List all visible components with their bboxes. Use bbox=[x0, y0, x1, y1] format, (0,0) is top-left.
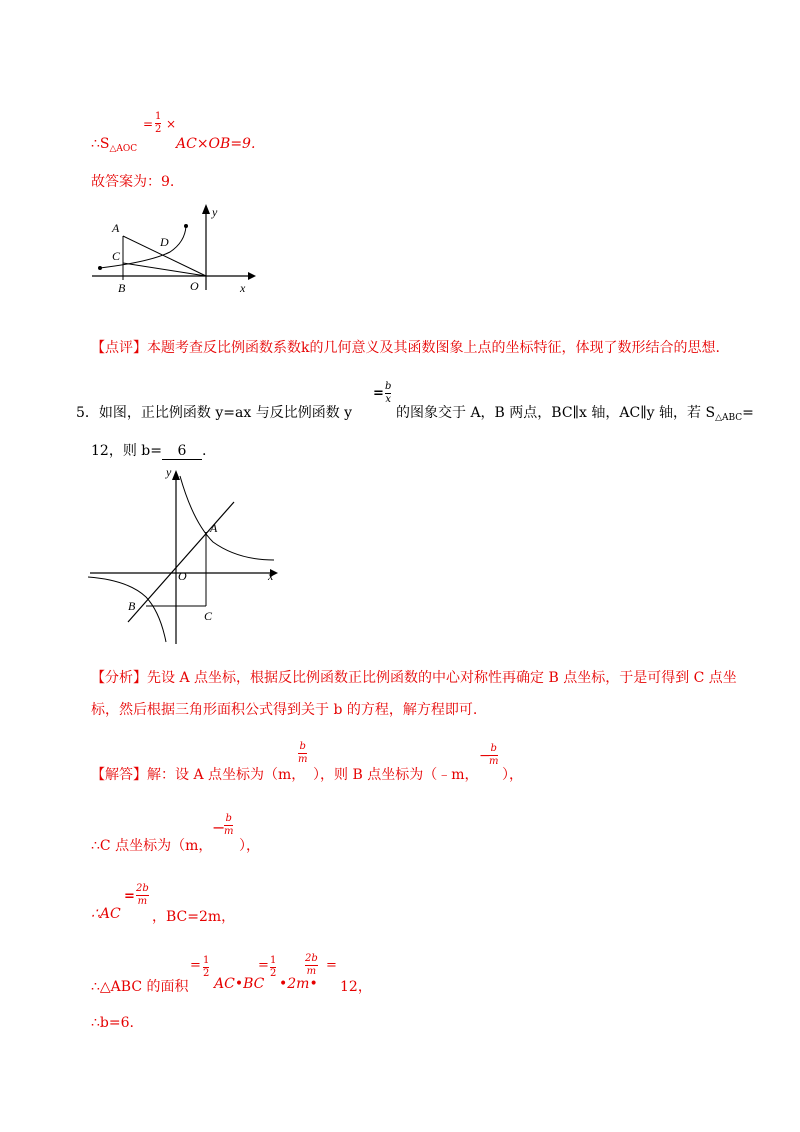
sol-frac1-den: m bbox=[298, 754, 308, 765]
label-y-2: y bbox=[166, 465, 172, 479]
answer-blank: 6 bbox=[162, 443, 202, 460]
endpoint-right bbox=[184, 224, 188, 228]
q5-text-b: 的图象交于 A，B 两点，BC∥x 轴，AC∥y 轴，若 S bbox=[396, 405, 716, 421]
sol-minus-1: − bbox=[479, 748, 491, 764]
label-b-2: B bbox=[128, 599, 136, 613]
sol-eq-4b: = bbox=[258, 958, 269, 973]
y-arrow-2 bbox=[172, 470, 180, 480]
y-arrow-1 bbox=[202, 204, 210, 214]
label-x-1: x bbox=[240, 281, 246, 295]
sol-frac2-den: m bbox=[489, 756, 499, 767]
q5-fraction-b-over-x bbox=[385, 382, 391, 405]
solution-ac-frac bbox=[136, 884, 149, 907]
hyperbola-branch-2 bbox=[88, 577, 166, 642]
sol-h1-num: 1 bbox=[203, 955, 210, 966]
label-o-2: O bbox=[178, 569, 187, 583]
line-y-ax bbox=[128, 502, 234, 622]
sol-frac5-num: 2b bbox=[305, 953, 318, 964]
label-y-1: y bbox=[212, 205, 218, 219]
label-b-1: B bbox=[118, 281, 126, 295]
sol-frac2-num: b bbox=[490, 743, 497, 754]
subscript-aoc: △AOC bbox=[109, 144, 138, 154]
sol-h2-den: 2 bbox=[270, 968, 277, 979]
solution-line-1c: ）， bbox=[502, 767, 523, 783]
ac-ob-product: AC×OB=9. bbox=[176, 136, 256, 152]
sol-eq-4a: = bbox=[190, 958, 201, 973]
sol-ac-bc: AC•BC bbox=[214, 976, 265, 992]
sol-frac1-num: b bbox=[299, 741, 306, 752]
therefore-s: ∴S bbox=[91, 136, 110, 152]
sol-frac3-den: m bbox=[224, 826, 234, 837]
equals-sign-1: = bbox=[143, 117, 154, 131]
q5-text-c: = bbox=[742, 405, 754, 421]
sol-h1-den: 2 bbox=[203, 968, 210, 979]
solution-frac-neg-b-over-m bbox=[489, 744, 498, 767]
half-den: 2 bbox=[155, 124, 162, 135]
sol-frac3-num: b bbox=[225, 813, 232, 824]
half-num: 1 bbox=[155, 111, 162, 122]
comment-1: 【点评】本题考查反比例函数系数k的几何意义及其函数图象上点的坐标特征，体现了数形结合的思想. bbox=[91, 340, 720, 356]
question-5-line-1a: 5．如图，正比例函数 y=ax 与反比例函数 y bbox=[76, 405, 353, 421]
solution-line-2a: ∴C 点坐标为（m， bbox=[91, 838, 213, 854]
endpoint-left bbox=[98, 266, 102, 270]
label-a-1: A bbox=[112, 221, 120, 235]
solution-line-3a: ∴AC bbox=[91, 906, 121, 922]
analysis-line-2: 标，然后根据三角形面积公式得到关于 b 的方程，解方程即可. bbox=[91, 702, 478, 718]
question-5-line-2 bbox=[91, 440, 206, 460]
sol-frac5-den: m bbox=[306, 966, 317, 977]
figure-1-graph bbox=[90, 200, 260, 300]
solution-line-1b: ），则 B 点坐标为（﹣m， bbox=[313, 767, 479, 783]
solution-line-4-end: 12， bbox=[340, 979, 372, 995]
q5-frac-num: b bbox=[385, 381, 392, 392]
solution-line-1a: 【解答】解：设 A 点坐标为（m， bbox=[91, 767, 306, 783]
sol-2m: •2m• bbox=[279, 976, 318, 992]
analysis-line-1: 【分析】先设 A 点坐标，根据反比例函数正比例函数的中心对称性再确定 B 点坐标，于是可得到 C 点坐 bbox=[91, 670, 737, 686]
sol-h2-num: 1 bbox=[270, 955, 277, 966]
sol-frac4-num: 2b bbox=[136, 883, 149, 894]
q5-line2-post: . bbox=[201, 443, 207, 459]
area-aoc-line bbox=[91, 136, 137, 154]
label-o-1: O bbox=[190, 279, 199, 293]
times-sign: × bbox=[166, 117, 177, 131]
half-fraction-1 bbox=[155, 112, 161, 135]
solution-line-2b: ）， bbox=[239, 838, 260, 854]
label-c-1: C bbox=[112, 249, 121, 263]
q5-subscript-abc: △ABC bbox=[715, 413, 743, 423]
q5-frac-den: x bbox=[385, 394, 392, 405]
solution-line-5: ∴b=6. bbox=[91, 1015, 134, 1031]
sol-frac4-den: m bbox=[137, 896, 148, 907]
solution-c-frac bbox=[224, 814, 233, 837]
sol-minus-2: − bbox=[212, 818, 226, 837]
q5-line2-pre: 12，则 b= bbox=[91, 443, 162, 459]
sol-eq-4c: = bbox=[326, 958, 337, 973]
question-5-line-1b bbox=[396, 402, 754, 423]
solution-2b-over-m bbox=[305, 954, 318, 977]
answer-line: 故答案为：9. bbox=[91, 174, 175, 190]
solution-line-4a: ∴△ABC 的面积 bbox=[91, 979, 189, 995]
solution-half-1 bbox=[203, 956, 209, 979]
solution-half-2 bbox=[270, 956, 276, 979]
x-arrow-1 bbox=[248, 272, 256, 280]
label-x-2: x bbox=[268, 569, 274, 583]
label-c-2: C bbox=[204, 609, 213, 623]
sol-eq-3: = bbox=[124, 889, 135, 904]
q5-equals: = bbox=[373, 386, 384, 401]
solution-frac-b-over-m bbox=[298, 742, 307, 765]
figure-2-graph bbox=[88, 462, 288, 652]
label-d-1: D bbox=[160, 235, 169, 249]
solution-line-3b: ，BC=2m， bbox=[152, 909, 236, 925]
label-a-2: A bbox=[210, 521, 218, 535]
